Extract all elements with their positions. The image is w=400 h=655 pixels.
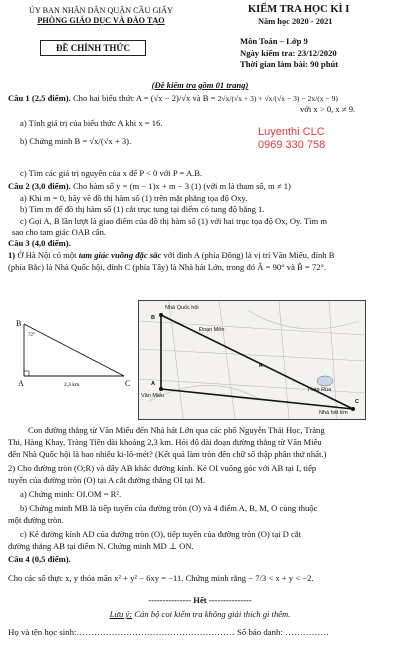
exam-info <box>248 4 398 27</box>
department-name <box>6 6 196 26</box>
q3-p1-text-a: Ở Hà Nội có một <box>17 250 77 260</box>
student-info-line: Họ và tên học sinh:……………………………………………… Số báo danh: …………… <box>8 627 330 637</box>
map-lines <box>139 301 365 419</box>
q3-p2-part-b-line1: b) Chứng minh MB là tiếp tuyến của đường tròn (O) và 4 điểm A, B, M, O cùng thuộc <box>20 503 318 513</box>
q3-p2-part-b-line2: một đường tròn. <box>8 515 64 525</box>
q3-head: Câu 3 (4,0 điểm). <box>8 238 71 248</box>
map-label-a: A <box>151 381 155 387</box>
district-committee: ỦY BAN NHÂN DÂN QUẬN CẦU GIẤY <box>29 6 173 15</box>
exam-details <box>240 36 398 71</box>
q3-p2-part-c-line2: đường thẳng AB tại điểm N. Chứng minh MD ⊥ ON. <box>8 541 194 551</box>
q2-part-c-line1: c) Gọi A, B lần lượt là giao điểm của đồ thị hàm số (1) với hai trục tọa độ Ox, Oy. Tìm m <box>20 216 328 226</box>
watermark-name: Luyenthi CLC <box>258 126 325 138</box>
label-c: C <box>125 379 131 388</box>
map-label-c: C <box>355 399 359 405</box>
official-stamp: ĐỀ CHÍNH THỨC <box>40 40 146 56</box>
q2-part-c-line2: sao cho tam giác OAB cân. <box>12 227 107 237</box>
q2-head: Câu 2 (3,0 điểm). <box>8 181 71 191</box>
label-a: A <box>18 379 24 388</box>
q1-part-c: c) Tìm các giá trị nguyên của x để P < 0 với P = A.B. <box>20 168 203 178</box>
footer-note-label: Lưu ý: <box>109 609 133 619</box>
q1-stem-b: và B = <box>192 93 216 103</box>
exam-title: KIỂM TRA HỌC KÌ I <box>248 4 350 15</box>
map-label-van-mieu: Văn Miếu <box>141 393 165 399</box>
subject: Môn Toán – Lớp 9 <box>240 36 308 46</box>
q3-p2-line1: 2) Cho đường tròn (O;R) và dây AB khác đường kính. Kẻ OI vuông góc với AB tại I, tiếp <box>8 463 317 473</box>
education-office: PHÒNG GIÁO DỤC VÀ ĐÀO TẠO <box>37 16 165 25</box>
q3-p1-line1 <box>8 250 394 260</box>
q1-stem-a: Cho hai biểu thức A = <box>72 93 149 103</box>
map-label-r: R <box>259 363 263 369</box>
footer-note-text: Cán bộ coi kiểm tra không giải thích gì thêm. <box>134 609 291 619</box>
q4-head: Câu 4 (0,5 điểm). <box>8 554 71 564</box>
q3-p2-line2: tuyến của đường tròn (O) tại A cắt đường thẳng OI tại M. <box>8 475 206 485</box>
q1-stem <box>8 93 394 103</box>
pages-note: (Đề kiểm tra gồm 01 trang) <box>151 80 249 90</box>
watermark-phone: 0969 330 758 <box>258 139 326 151</box>
school-year: Năm học 2020 - 2021 <box>258 16 333 26</box>
q3-p1-text-b: với đỉnh A (phía Đông) là vị trí Văn Miếu, đỉnh B <box>163 250 335 260</box>
right-angle-mark <box>24 371 29 376</box>
q3-p2-part-c-line1: c) Kẻ đường kính AD của đường tròn (O), tiếp tuyến của đường tròn (O) tại D cắt <box>20 529 302 539</box>
map-label-doan-mon: Đoạn Môn <box>199 327 225 333</box>
side-bc <box>24 324 124 376</box>
map-label-b: B <box>151 315 155 321</box>
q1-part-b: b) Chứng minh B = √x/(√x + 3). <box>20 136 132 146</box>
q4-text: Cho các số thực x, y thỏa mãn x² + y² − 6xy = −11. Chứng minh rằng − 7/3 < x + y < −2. <box>8 573 314 583</box>
label-angle: 72° <box>28 333 35 338</box>
q3-p1-line5: đến Nhà Quốc hội là bao nhiêu ki-lô-mét? (Kết quả làm tròn đến chữ số thập phân thứ nhất.) <box>8 449 327 459</box>
triangle-figure <box>14 316 132 398</box>
hanoi-map <box>138 300 366 420</box>
q3-p1-line4: Thi, Hàng Khay, Tràng Tiền dài khoảng 2,3 km. Hỏi độ dài đoạn đường thẳng từ Văn Miếu <box>8 437 322 447</box>
q1-part-a: a) Tính giá trị của biểu thức A khi x = 16. <box>20 118 163 128</box>
exam-duration: Thời gian làm bài: 90 phút <box>240 59 339 70</box>
q2-part-b: b) Tìm m để đồ thị hàm số (1) cắt trục tung tại điểm có tung độ bằng 1. <box>20 204 265 214</box>
exam-date: Ngày kiểm tra: 23/12/2020 <box>240 47 337 58</box>
label-b: B <box>16 319 22 328</box>
map-label-national-assembly: Nhà Quốc hội <box>165 305 199 311</box>
q3-p2-part-a: a) Chứng minh: OI.OM = R². <box>20 489 122 499</box>
end-marker: --------------- Hết --------------- <box>148 595 252 605</box>
q3-p1-highlight: tam giác vuông đặc sắc <box>78 250 162 260</box>
q2-part-a: a) Khi m = 0, hãy vẽ đồ thị hàm số (1) trên mặt phẳng tọa độ Oxy. <box>20 193 248 203</box>
q3-p1-line3: Con đường thẳng từ Văn Miếu đến Nhà hát Lớn qua các phố Nguyễn Thái Học, Tràng <box>28 425 325 435</box>
q1-expression-a: (√x − 2)/√x <box>150 93 191 103</box>
map-label-thap-rua: Tháp Rùa <box>307 387 332 393</box>
q3-p1-number: 1) <box>8 250 16 260</box>
q3-p1-line2: (phía Bắc) là Nhà Quốc hội, đỉnh C (phía Tây) là Nhà hát Lớn, trong đó Â = 90° và B̂ = 72°. <box>8 262 327 272</box>
map-label-opera-house: Nhà hát lớn <box>319 410 348 416</box>
q1-expression-b: 2√x/(√x + 3) + √x/(√x − 3) − 2x/(x − 9) <box>217 94 338 103</box>
q1-condition: với x > 0, x ≠ 9. <box>300 104 356 114</box>
q1-head: Câu 1 (2,5 điểm). <box>8 93 71 103</box>
footer-note <box>60 609 340 619</box>
label-length: 2,3 km <box>64 382 80 388</box>
q2-stem <box>8 181 394 191</box>
q2-stem-text: Cho hàm số y = (m − 1)x + m − 3 (1) (với m là tham số, m ≠ 1) <box>72 181 291 191</box>
